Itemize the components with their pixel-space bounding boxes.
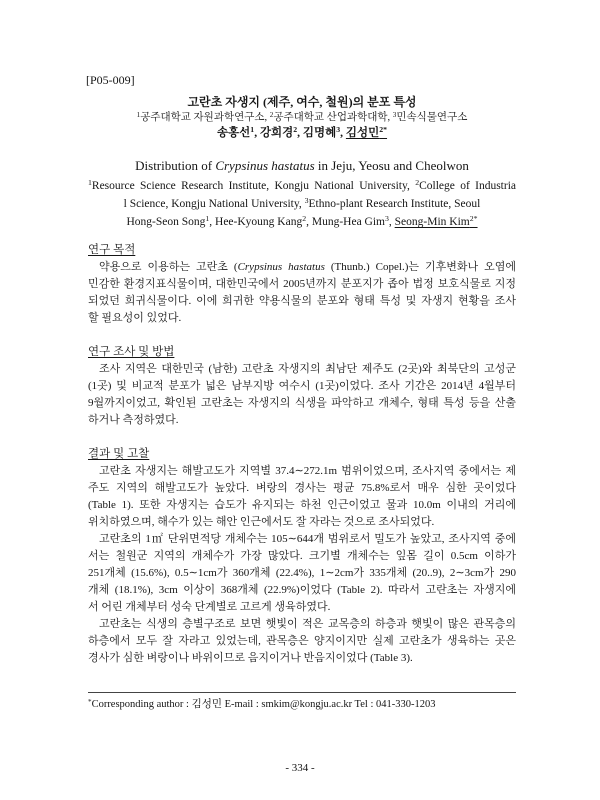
author-name: Hong-Seon Song [126,216,206,228]
paragraph-line: 경사가 심한 벼랑이나 바위이므로 음지이거나 반음지이었다 (Table 3). [88,651,413,664]
section-methods [88,344,516,429]
author-separator: , [254,127,258,139]
author-name: Hee-Kyoung Kang [215,216,303,228]
footnote-marker: * [88,697,92,706]
affiliation-name: l Science, Kongju National University, [123,198,302,210]
affiliation-marker: 1 [88,178,92,188]
author-name: Seong-Min Kim [394,216,470,228]
paragraph-line: 251개체 (15.6%), 0.5∼1cm가 360개체 (22.4%), 1∼2cm가 335개체 (20..9), 2∼3cm가 290 [88,566,516,579]
paragraph-line: 고란초 자생지는 해발고도가 지역별 37.4∼272.1m 범위이었으며, 조사지역 중에서는 제 [99,464,516,477]
author-marker: 2* [469,214,478,224]
affiliation-name: College of Industria [419,180,517,192]
korean-title: 고란초 자생지 (제주, 여수, 철원)의 분포 특성 [187,95,417,109]
author-separator: , [388,216,392,228]
footnote [88,697,516,713]
affiliation-name: 공주대학교 자원과학연구소, [140,112,268,123]
section-heading [88,242,516,259]
title-text: in Jeju, Yeosu and Cheolwon [317,158,469,173]
section-heading-text: 결과 및 고찰 [88,447,150,460]
author-marker: 2 [302,214,307,224]
paragraph-line: (1곳) 및 비교적 분포가 넓은 남부지방 여수시 (1곳)이었다. 조사 기간은 2014년 4월부터 [88,379,516,392]
affiliation-marker: 3 [392,110,397,119]
paragraph-line [88,259,516,276]
paragraph-line: 되었던 희귀식물이다. 이에 희귀한 약용식물의 분포와 형태 특성 및 자생지 현황을 조사 [88,294,516,307]
author-separator: , [306,216,309,228]
footnote-divider [88,692,516,693]
affiliation-marker: 1 [136,110,141,119]
author-marker: 2* [379,125,388,135]
author-separator: , [340,127,344,139]
author-marker: 1 [250,125,255,135]
author-marker: 2 [293,125,298,135]
paragraph-line: 하거나 측정하였다. [88,413,179,426]
author-marker: 3 [336,125,341,135]
species-name: Crypsinus hastatus [215,158,315,173]
english-affiliations-line [88,178,516,194]
abstract-body [88,242,516,667]
author-separator: , [297,127,301,139]
paragraph-line: 주도 지역의 해발고도가 높았다. 벼랑의 경사는 평균 75.8%로서 매우 심한 곳이었다 [88,481,516,494]
line-text: 약용으로 이용하는 고란초 ( [99,260,238,273]
abstract-code: [P05-009] [86,73,135,87]
paragraph-line: 위치하였으며, 해수가 있는 해안 인근에서도 잘 자라는 것으로 조사되었다. [88,515,435,528]
author-name: 김성민 [345,127,380,139]
paragraph-line: 고란초의 1㎡ 단위면적당 개체수는 105∼644개 범위로서 밀도가 높았고, 조사지역 중에 [99,532,516,545]
paragraph-line: 서는 철원군 지역의 개체수가 가장 많았다. 크기별 개체수는 잎몸 길이 0.5cm 이하가 [88,549,516,562]
korean-affiliations [88,110,516,126]
author-name: 김명혜 [302,127,337,139]
english-affiliations-line [88,196,516,212]
author-name: 송홍선 [216,127,251,139]
affiliation-marker: 3 [304,196,309,206]
affiliation-name: Resource Science Research Institute, Kongju National University, [91,180,410,192]
affiliation-marker: 2 [415,178,420,188]
paragraph-line: 9월까지이었고, 확인된 고란초는 자생지의 식생을 파악하고 개체수, 형태 특성 등을 산출 [88,396,516,409]
paragraph-line: 하층에서 모두 잘 자라고 있었는데, 관목층은 양지이지만 실제 고란초가 생육하는 곳은 [88,634,516,647]
footnote-text: Corresponding author : 김성민 E-mail : smkim@kongju.ac.kr Tel : 041-330-1203 [91,699,436,710]
line-text: (Thunb.) Copel.)는 기후변화나 오염에 [330,260,516,273]
author-marker: 1 [205,214,210,224]
section-purpose [88,242,516,327]
affiliation-name: 공주대학교 산업과학대학, [273,112,391,123]
section-results [88,446,516,667]
section-heading-text: 연구 목적 [88,243,136,256]
affiliation-marker: 2 [269,110,274,119]
author-name: Mung-Hea Gim [311,216,385,228]
section-heading [88,446,516,463]
author-separator: , [209,216,213,228]
affiliation-name: 민속식물연구소 [396,112,468,123]
corresponding-author [395,216,478,228]
author-marker: 3 [385,214,389,224]
paragraph-line: 조사 지역은 대한민국 (남한) 고란초 자생지의 최남단 제주도 (2곳)와 최북단의 고성군 [99,362,516,375]
author-name: 강희경 [259,127,294,139]
section-heading-text: 연구 조사 및 방법 [88,345,175,358]
paragraph-line: 고란초는 식생의 층별구조로 보면 햇빛이 적은 교목층의 하층과 햇빛이 많은 관목층의 [99,617,516,630]
corresponding-author [346,127,387,139]
paragraph-line: 서 어린 개체부터 성숙 단계별로 고르게 생육하였다. [88,600,331,613]
species-name: Crypsinus hastatus [237,260,325,273]
english-authors [88,214,516,230]
page-number: - 334 - [285,762,315,774]
paragraph-line: 할 필요성이 있었다. [88,311,182,324]
title-text: Distribution of [135,158,213,173]
paragraph-line: 민감한 환경지표식물이며, 대한민국에서 2005년까지 분포지가 좁아 법정 보호식물로 지정 [88,277,516,290]
affiliation-name: Ethno-plant Research Institute, Seoul [308,198,481,210]
section-heading [88,344,516,361]
paragraph-line: 개체 (18.1%), 3cm 이상이 368개체 (22.9%)이었다 (Table 2). 따라서 고란초는 자생지에 [88,583,516,596]
paragraph-line: (Table 1). 또한 자생지는 습도가 유지되는 하천 인근이었고 물과 10.0m 이내의 거리에 [88,498,516,511]
english-title [88,158,516,174]
korean-authors [88,125,516,141]
